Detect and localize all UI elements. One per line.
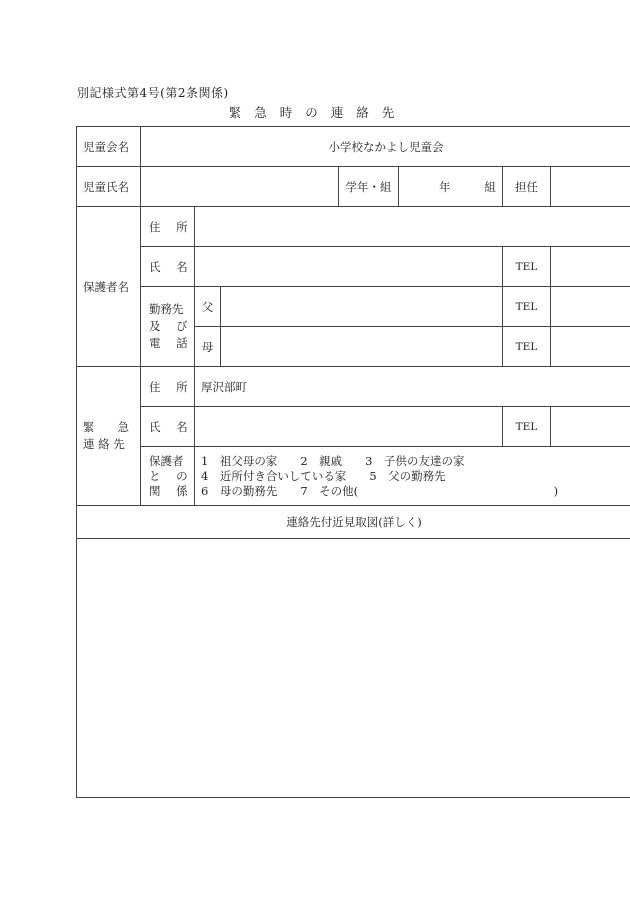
- father-label: 父: [195, 287, 221, 327]
- emergency-section-label: 緊 急 連 絡 先: [77, 367, 141, 506]
- year-unit: 年: [439, 179, 451, 194]
- emergency-address-label: 住 所: [141, 367, 195, 407]
- guardian-tel-field[interactable]: [551, 247, 630, 287]
- emergency-name-label: 氏 名: [141, 407, 195, 447]
- class-unit: 組: [484, 179, 496, 194]
- form-reference: 別記様式第4号(第2条関係): [77, 86, 229, 100]
- work-phone-label: 勤務先 及 び 電 話: [141, 287, 195, 367]
- emergency-address-field[interactable]: 厚沢部町: [195, 367, 630, 407]
- child-row: [77, 167, 630, 207]
- mother-label: 母: [195, 327, 221, 367]
- club-label: 児童会名: [77, 127, 141, 167]
- guardian-address-label: 住 所: [141, 207, 195, 247]
- mother-tel-label: TEL: [503, 327, 551, 367]
- document-title: 緊急時の連絡先: [228, 105, 408, 120]
- relation-option-line: 1 祖父母の家 2 親戚 3 子供の友達の家: [201, 453, 465, 468]
- teacher-field[interactable]: [551, 167, 630, 207]
- relation-options[interactable]: [195, 447, 630, 506]
- mother-tel-field[interactable]: [551, 327, 630, 367]
- father-tel-label: TEL: [503, 287, 551, 327]
- emergency-contact-form: [76, 126, 630, 798]
- emergency-name-row: [77, 407, 630, 447]
- father-work-row: [77, 287, 630, 327]
- club-value-field[interactable]: 小学校なかよし児童会: [141, 127, 630, 167]
- guardian-name-field[interactable]: [195, 247, 503, 287]
- mother-work-field[interactable]: [221, 327, 503, 367]
- father-work-field[interactable]: [221, 287, 503, 327]
- map-header-row: [77, 506, 630, 539]
- emergency-tel-field[interactable]: [551, 407, 630, 447]
- teacher-label: 担任: [503, 167, 551, 207]
- child-name-field[interactable]: [141, 167, 339, 207]
- guardian-name-row: [77, 247, 630, 287]
- grade-class-label: 学年・組: [339, 167, 399, 207]
- relation-option-line: 4 近所付き合いしている家 5 父の勤務先: [201, 468, 446, 483]
- relation-row: [77, 447, 630, 506]
- relation-label: 保護者 と の 関 係: [141, 447, 195, 506]
- emergency-address-row: [77, 367, 630, 407]
- relation-option-line: 6 母の勤務先 7 その他( ): [201, 483, 559, 498]
- emergency-name-field[interactable]: [195, 407, 503, 447]
- guardian-tel-label: TEL: [503, 247, 551, 287]
- guardian-address-field[interactable]: [195, 207, 630, 247]
- map-area-row: [77, 539, 630, 798]
- map-header: 連絡先付近見取図(詳しく): [77, 506, 630, 539]
- map-drawing-area[interactable]: [77, 539, 630, 798]
- grade-class-field[interactable]: [399, 167, 503, 207]
- guardian-name-label: 氏 名: [141, 247, 195, 287]
- guardian-address-row: [77, 207, 630, 247]
- guardian-section-label: 保護者名: [77, 207, 141, 367]
- club-row: [77, 127, 630, 167]
- child-name-label: 児童氏名: [77, 167, 141, 207]
- father-tel-field[interactable]: [551, 287, 630, 327]
- emergency-tel-label: TEL: [503, 407, 551, 447]
